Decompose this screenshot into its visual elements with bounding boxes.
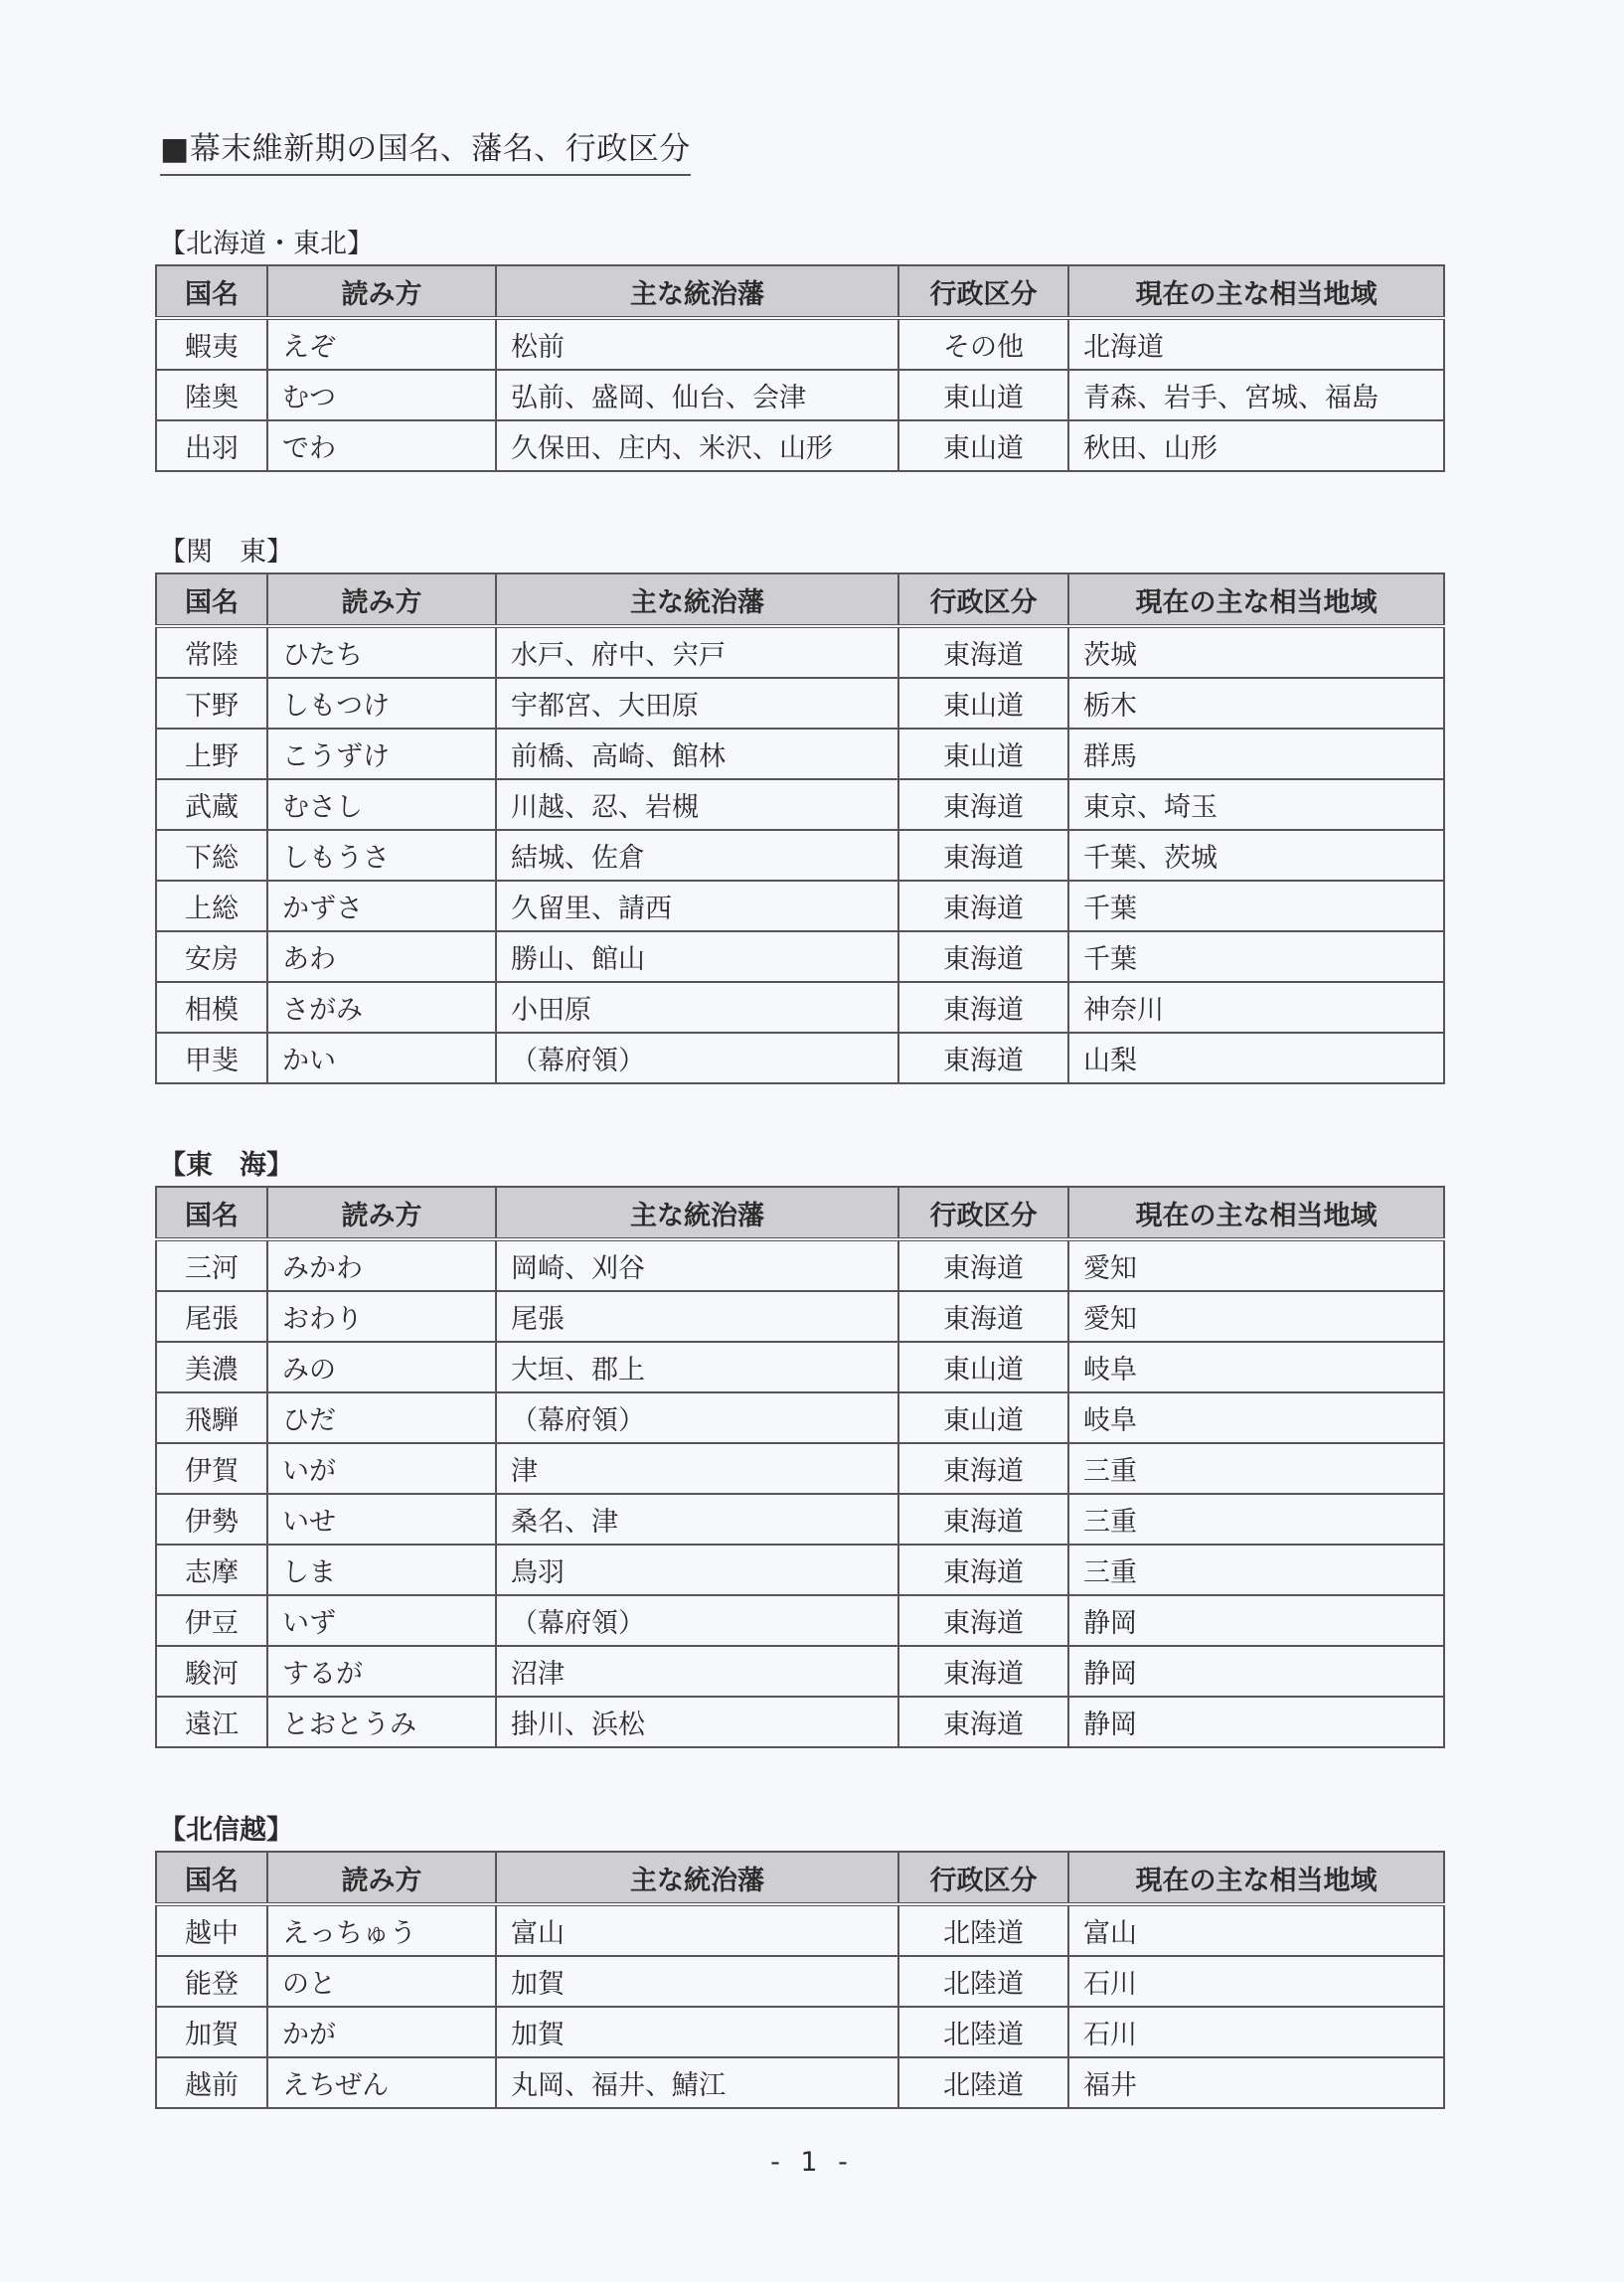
cell-province-name: 陸奥 xyxy=(156,370,267,420)
cell-reading: むつ xyxy=(267,370,496,420)
cell-ruling-domains: （幕府領） xyxy=(496,1033,898,1083)
cell-current-region: 三重 xyxy=(1068,1494,1444,1545)
cell-reading: えぞ xyxy=(267,318,496,370)
cell-current-region: 静岡 xyxy=(1068,1697,1444,1747)
column-header-administrative-division: 行政区分 xyxy=(898,1187,1068,1239)
cell-administrative-division: 東海道 xyxy=(898,1033,1068,1083)
cell-ruling-domains: 沼津 xyxy=(496,1646,898,1697)
column-header-ruling-domains: 主な統治藩 xyxy=(496,265,898,318)
cell-current-region: 東京、埼玉 xyxy=(1068,779,1444,830)
column-header-reading: 読み方 xyxy=(267,1187,496,1239)
cell-current-region: 愛知 xyxy=(1068,1291,1444,1342)
cell-reading: するが xyxy=(267,1646,496,1697)
table-row xyxy=(156,982,1444,1033)
table-row xyxy=(156,1595,1444,1646)
cell-province-name: 加賀 xyxy=(156,2007,267,2057)
cell-current-region: 千葉 xyxy=(1068,931,1444,982)
table-row xyxy=(156,1494,1444,1545)
cell-reading: さがみ xyxy=(267,982,496,1033)
cell-current-region: 富山 xyxy=(1068,1904,1444,1956)
section-title: 【北信越】 xyxy=(159,1815,293,1846)
cell-province-name: 能登 xyxy=(156,1956,267,2007)
cell-province-name: 三河 xyxy=(156,1239,267,1291)
cell-reading: みの xyxy=(267,1342,496,1392)
column-header-ruling-domains: 主な統治藩 xyxy=(496,573,898,626)
cell-ruling-domains: 勝山、館山 xyxy=(496,931,898,982)
table-row xyxy=(156,1392,1444,1443)
column-header-administrative-division: 行政区分 xyxy=(898,265,1068,318)
cell-reading: かが xyxy=(267,2007,496,2057)
table-row xyxy=(156,931,1444,982)
header-row xyxy=(156,1187,1444,1239)
table-row xyxy=(156,1646,1444,1697)
section-hokkaido-tohoku xyxy=(155,225,1443,472)
cell-administrative-division: 東海道 xyxy=(898,1494,1068,1545)
cell-reading: ひたち xyxy=(267,626,496,678)
section-title: 【関 東】 xyxy=(159,537,293,568)
cell-reading: でわ xyxy=(267,420,496,471)
cell-reading: こうずけ xyxy=(267,729,496,779)
column-header-reading: 読み方 xyxy=(267,265,496,318)
column-header-ruling-domains: 主な統治藩 xyxy=(496,1187,898,1239)
table-row xyxy=(156,1545,1444,1595)
province-table xyxy=(155,572,1445,1084)
cell-ruling-domains: （幕府領） xyxy=(496,1392,898,1443)
table-row xyxy=(156,318,1444,370)
column-header-province-name: 国名 xyxy=(156,1852,267,1904)
cell-ruling-domains: 久留里、請西 xyxy=(496,881,898,931)
cell-administrative-division: 東山道 xyxy=(898,1392,1068,1443)
table-row xyxy=(156,881,1444,931)
cell-reading: かい xyxy=(267,1033,496,1083)
cell-reading: えちぜん xyxy=(267,2057,496,2108)
column-header-province-name: 国名 xyxy=(156,1187,267,1239)
cell-ruling-domains: 岡崎、刈谷 xyxy=(496,1239,898,1291)
cell-administrative-division: 東海道 xyxy=(898,779,1068,830)
cell-ruling-domains: 松前 xyxy=(496,318,898,370)
cell-ruling-domains: 富山 xyxy=(496,1904,898,1956)
cell-current-region: 静岡 xyxy=(1068,1595,1444,1646)
cell-administrative-division: 北陸道 xyxy=(898,1956,1068,2007)
cell-administrative-division: 東海道 xyxy=(898,626,1068,678)
cell-administrative-division: その他 xyxy=(898,318,1068,370)
table-row xyxy=(156,830,1444,881)
cell-current-region: 石川 xyxy=(1068,1956,1444,2007)
cell-province-name: 伊豆 xyxy=(156,1595,267,1646)
cell-ruling-domains: 弘前、盛岡、仙台、会津 xyxy=(496,370,898,420)
column-header-province-name: 国名 xyxy=(156,265,267,318)
cell-current-region: 三重 xyxy=(1068,1443,1444,1494)
header-row xyxy=(156,265,1444,318)
table-row xyxy=(156,1956,1444,2007)
cell-ruling-domains: 掛川、浜松 xyxy=(496,1697,898,1747)
cell-reading: みかわ xyxy=(267,1239,496,1291)
cell-province-name: 出羽 xyxy=(156,420,267,471)
cell-reading: ひだ xyxy=(267,1392,496,1443)
cell-current-region: 岐阜 xyxy=(1068,1342,1444,1392)
table-row xyxy=(156,1697,1444,1747)
column-header-reading: 読み方 xyxy=(267,573,496,626)
cell-current-region: 北海道 xyxy=(1068,318,1444,370)
cell-current-region: 茨城 xyxy=(1068,626,1444,678)
cell-province-name: 越中 xyxy=(156,1904,267,1956)
cell-reading: かずさ xyxy=(267,881,496,931)
cell-province-name: 下野 xyxy=(156,678,267,729)
column-header-current-region: 現在の主な相当地域 xyxy=(1068,573,1444,626)
column-header-administrative-division: 行政区分 xyxy=(898,1852,1068,1904)
cell-ruling-domains: 丸岡、福井、鯖江 xyxy=(496,2057,898,2108)
cell-current-region: 岐阜 xyxy=(1068,1392,1444,1443)
cell-administrative-division: 東海道 xyxy=(898,931,1068,982)
cell-reading: あわ xyxy=(267,931,496,982)
cell-province-name: 伊賀 xyxy=(156,1443,267,1494)
cell-ruling-domains: 前橋、高崎、館林 xyxy=(496,729,898,779)
cell-province-name: 常陸 xyxy=(156,626,267,678)
cell-reading: しもつけ xyxy=(267,678,496,729)
province-table xyxy=(155,1186,1445,1748)
cell-province-name: 駿河 xyxy=(156,1646,267,1697)
cell-current-region: 群馬 xyxy=(1068,729,1444,779)
cell-ruling-domains: 久保田、庄内、米沢、山形 xyxy=(496,420,898,471)
table-row xyxy=(156,779,1444,830)
cell-ruling-domains: 桑名、津 xyxy=(496,1494,898,1545)
province-table xyxy=(155,1851,1445,2109)
cell-ruling-domains: 水戸、府中、宍戸 xyxy=(496,626,898,678)
cell-ruling-domains: 大垣、郡上 xyxy=(496,1342,898,1392)
section-title: 【北海道・東北】 xyxy=(159,229,374,259)
cell-current-region: 神奈川 xyxy=(1068,982,1444,1033)
table-row xyxy=(156,729,1444,779)
section-tokai xyxy=(155,1146,1443,1748)
cell-reading: いが xyxy=(267,1443,496,1494)
column-header-administrative-division: 行政区分 xyxy=(898,573,1068,626)
cell-province-name: 蝦夷 xyxy=(156,318,267,370)
cell-ruling-domains: 尾張 xyxy=(496,1291,898,1342)
cell-province-name: 甲斐 xyxy=(156,1033,267,1083)
table-row xyxy=(156,2057,1444,2108)
cell-reading: おわり xyxy=(267,1291,496,1342)
cell-reading: しもうさ xyxy=(267,830,496,881)
cell-province-name: 伊勢 xyxy=(156,1494,267,1545)
cell-ruling-domains: 結城、佐倉 xyxy=(496,830,898,881)
table-row xyxy=(156,678,1444,729)
cell-current-region: 福井 xyxy=(1068,2057,1444,2108)
cell-province-name: 相模 xyxy=(156,982,267,1033)
cell-administrative-division: 東海道 xyxy=(898,881,1068,931)
column-header-ruling-domains: 主な統治藩 xyxy=(496,1852,898,1904)
table-row xyxy=(156,370,1444,420)
table-row xyxy=(156,1342,1444,1392)
table-row xyxy=(156,1033,1444,1083)
cell-current-region: 千葉、茨城 xyxy=(1068,830,1444,881)
table-row xyxy=(156,2007,1444,2057)
table-row xyxy=(156,1904,1444,1956)
cell-current-region: 千葉 xyxy=(1068,881,1444,931)
cell-administrative-division: 北陸道 xyxy=(898,2057,1068,2108)
column-header-current-region: 現在の主な相当地域 xyxy=(1068,1187,1444,1239)
cell-current-region: 山梨 xyxy=(1068,1033,1444,1083)
cell-administrative-division: 北陸道 xyxy=(898,2007,1068,2057)
cell-administrative-division: 東海道 xyxy=(898,1239,1068,1291)
cell-current-region: 三重 xyxy=(1068,1545,1444,1595)
header-row xyxy=(156,573,1444,626)
cell-current-region: 愛知 xyxy=(1068,1239,1444,1291)
cell-province-name: 美濃 xyxy=(156,1342,267,1392)
cell-ruling-domains: 小田原 xyxy=(496,982,898,1033)
cell-administrative-division: 東海道 xyxy=(898,1595,1068,1646)
cell-ruling-domains: 加賀 xyxy=(496,2007,898,2057)
cell-province-name: 志摩 xyxy=(156,1545,267,1595)
cell-administrative-division: 東山道 xyxy=(898,678,1068,729)
cell-reading: とおとうみ xyxy=(267,1697,496,1747)
cell-administrative-division: 東山道 xyxy=(898,1342,1068,1392)
cell-province-name: 上総 xyxy=(156,881,267,931)
cell-administrative-division: 北陸道 xyxy=(898,1904,1068,1956)
cell-current-region: 石川 xyxy=(1068,2007,1444,2057)
cell-administrative-division: 東海道 xyxy=(898,1291,1068,1342)
cell-province-name: 下総 xyxy=(156,830,267,881)
cell-province-name: 上野 xyxy=(156,729,267,779)
cell-administrative-division: 東海道 xyxy=(898,1545,1068,1595)
cell-ruling-domains: 加賀 xyxy=(496,1956,898,2007)
cell-ruling-domains: 津 xyxy=(496,1443,898,1494)
column-header-reading: 読み方 xyxy=(267,1852,496,1904)
cell-ruling-domains: 宇都宮、大田原 xyxy=(496,678,898,729)
cell-province-name: 越前 xyxy=(156,2057,267,2108)
table-row xyxy=(156,1443,1444,1494)
cell-province-name: 安房 xyxy=(156,931,267,982)
header-row xyxy=(156,1852,1444,1904)
table-row xyxy=(156,626,1444,678)
cell-ruling-domains: （幕府領） xyxy=(496,1595,898,1646)
cell-ruling-domains: 川越、忍、岩槻 xyxy=(496,779,898,830)
cell-province-name: 飛騨 xyxy=(156,1392,267,1443)
cell-province-name: 尾張 xyxy=(156,1291,267,1342)
page-title: ■幕末維新期の国名、藩名、行政区分 xyxy=(160,123,691,176)
cell-reading: えっちゅう xyxy=(267,1904,496,1956)
cell-current-region: 栃木 xyxy=(1068,678,1444,729)
cell-ruling-domains: 鳥羽 xyxy=(496,1545,898,1595)
cell-reading: いず xyxy=(267,1595,496,1646)
cell-reading: のと xyxy=(267,1956,496,2007)
cell-administrative-division: 東海道 xyxy=(898,830,1068,881)
cell-administrative-division: 東海道 xyxy=(898,1697,1068,1747)
cell-administrative-division: 東山道 xyxy=(898,729,1068,779)
cell-reading: しま xyxy=(267,1545,496,1595)
table-row xyxy=(156,420,1444,471)
cell-province-name: 武蔵 xyxy=(156,779,267,830)
section-hokushinetsu xyxy=(155,1811,1443,2109)
page-number: - 1 - xyxy=(770,2147,854,2178)
cell-administrative-division: 東海道 xyxy=(898,1646,1068,1697)
province-table xyxy=(155,264,1445,472)
column-header-province-name: 国名 xyxy=(156,573,267,626)
section-kanto xyxy=(155,533,1443,1084)
table-row xyxy=(156,1239,1444,1291)
cell-administrative-division: 東海道 xyxy=(898,982,1068,1033)
column-header-current-region: 現在の主な相当地域 xyxy=(1068,265,1444,318)
section-title: 【東 海】 xyxy=(159,1150,293,1181)
cell-administrative-division: 東山道 xyxy=(898,420,1068,471)
cell-current-region: 静岡 xyxy=(1068,1646,1444,1697)
cell-reading: むさし xyxy=(267,779,496,830)
cell-reading: いせ xyxy=(267,1494,496,1545)
cell-current-region: 秋田、山形 xyxy=(1068,420,1444,471)
cell-current-region: 青森、岩手、宮城、福島 xyxy=(1068,370,1444,420)
cell-administrative-division: 東海道 xyxy=(898,1443,1068,1494)
column-header-current-region: 現在の主な相当地域 xyxy=(1068,1852,1444,1904)
cell-province-name: 遠江 xyxy=(156,1697,267,1747)
table-row xyxy=(156,1291,1444,1342)
cell-administrative-division: 東山道 xyxy=(898,370,1068,420)
